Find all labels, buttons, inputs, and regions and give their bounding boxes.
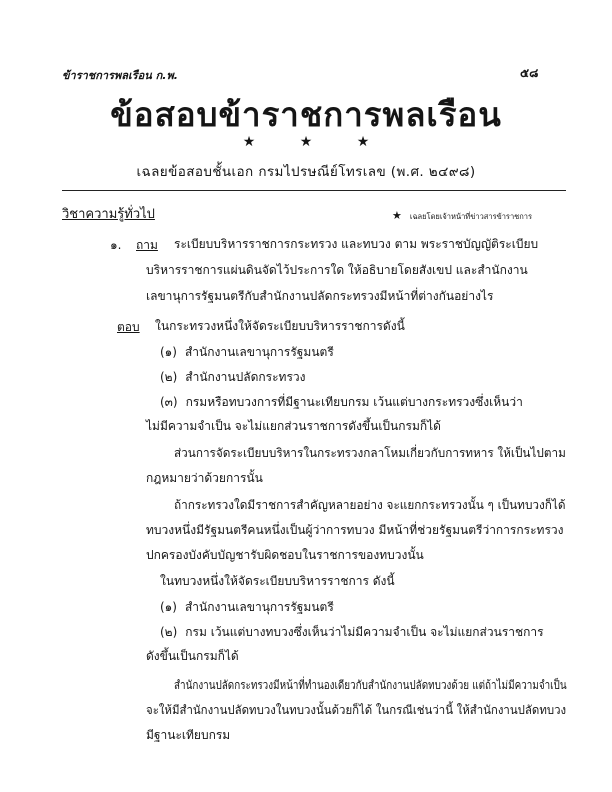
page-number: ๕๘: [520, 66, 539, 80]
answer-list-item: [160, 624, 544, 640]
item-text: กรม เว้นแต่บางทบวงซึ่งเห็นว่าไม่มีความจำเป็น จะไม่แยกส่วนราชการ: [185, 625, 544, 639]
item-text: สำนักงานเลขานุการรัฐมนตรี: [184, 600, 334, 614]
answer-paragraph: สำนักงานปลัดกระทรวงมีหน้าที่ทำนองเดียวกับสำนักงานปลัดทบวงด้วย แต่ถ้าไม่มีความจำเป็น: [174, 678, 567, 692]
item-number: (๓): [160, 395, 178, 409]
item-number: (๑): [160, 600, 177, 614]
question-number: ๑.: [110, 238, 122, 252]
item-number: (๑): [160, 345, 177, 359]
question-line: เลขานุการรัฐมนตรีกับสำนักงานปลัดกระทรวงมีหน้าที่ต่างกันอย่างไร: [146, 289, 494, 303]
answer-intro: ในกระทรวงหนึ่งให้จัดระเบียบบริหารราชการดังนี้: [155, 319, 405, 333]
star-icon: ★: [392, 209, 402, 222]
answer-paragraph: มีฐานะเทียบกรม: [146, 728, 231, 742]
answer-paragraph: จะให้มีสำนักงานปลัดทบวงในทบวงนั้นด้วยก็ได้ ในกรณีเช่นว่านี้ ให้สำนักงานปลัดทบวง: [146, 703, 567, 717]
answer-list-item: [160, 394, 523, 410]
item-number: (๒): [160, 370, 178, 384]
question-line: บริหารราชการแผ่นดินจัดไว้ประการใด ให้อธิบายโดยสังเขป และสำนักงาน: [146, 263, 528, 277]
question-line: ระเบียบบริหารราชการกระทรวง และทบวง ตาม พระราชบัญญัติระเบียบ: [174, 237, 539, 251]
item-number: (๒): [160, 625, 178, 639]
answer-list-item: [160, 369, 306, 385]
running-header: ข้าราชการพลเรือน ก.พ.: [62, 69, 178, 82]
answer-paragraph: ถ้ากระทรวงใดมีราชการสำคัญหลายอย่าง จะแยกกระทรวงนั้น ๆ เป็นทบวงก็ได้: [174, 498, 566, 512]
section-note-text: เฉลยโดยเจ้าหน้าที่ข่าวสารข้าราชการ: [409, 212, 533, 221]
answer-paragraph: ไม่มีความจำเป็น จะไม่แยกส่วนราชการดังขึ้นเป็นกรมก็ได้: [146, 419, 441, 433]
question-label: ถาม: [136, 238, 158, 252]
item-text: สำนักงานเลขานุการรัฐมนตรี: [184, 345, 334, 359]
page-subtitle: เฉลยข้อสอบชั้นเอก กรมไปรษณีย์โทรเลข (พ.ศ. ๒๔๙๘): [136, 164, 476, 180]
answer-paragraph: ปกครองบังคับบัญชารับผิดชอบในราชการของทบวงนั้น: [146, 548, 424, 562]
star-ornament: ★ ★ ★: [242, 134, 390, 150]
item-text: สำนักงานปลัดกระทรวง: [185, 370, 306, 384]
answer-paragraph: ส่วนการจัดระเบียบบริหารในกระทรวงกลาโหมเกี่ยวกับการทหาร ให้เป็นไปตาม: [174, 446, 566, 460]
answer-paragraph: กฎหมายว่าด้วยการนั้น: [146, 471, 263, 485]
answer-paragraph: ทบวงหนึ่งมีรัฐมนตรีคนหนึ่งเป็นผู้ว่าการทบวง มีหน้าที่ช่วยรัฐมนตรีว่าการกระทรวง: [146, 523, 564, 537]
item-text: กรมหรือทบวงการที่มีฐานะเทียบกรม เว้นแต่บางกระทรวงซึ่งเห็นว่า: [185, 395, 523, 409]
divider: [62, 190, 566, 191]
page-title: ข้อสอบข้าราชการพลเรือน: [110, 95, 502, 134]
answer-paragraph: ดังขึ้นเป็นกรมก็ได้: [146, 649, 239, 663]
answer-paragraph: ในทบวงหนึ่งให้จัดระเบียบบริหารราชการ ดังนี้: [160, 574, 395, 588]
answer-list-item: [160, 599, 334, 615]
section-note: [392, 209, 532, 223]
answer-list-item: [160, 344, 334, 360]
answer-label: ตอบ: [117, 320, 140, 334]
section-title: วิชาความรู้ทั่วไป: [62, 207, 155, 222]
